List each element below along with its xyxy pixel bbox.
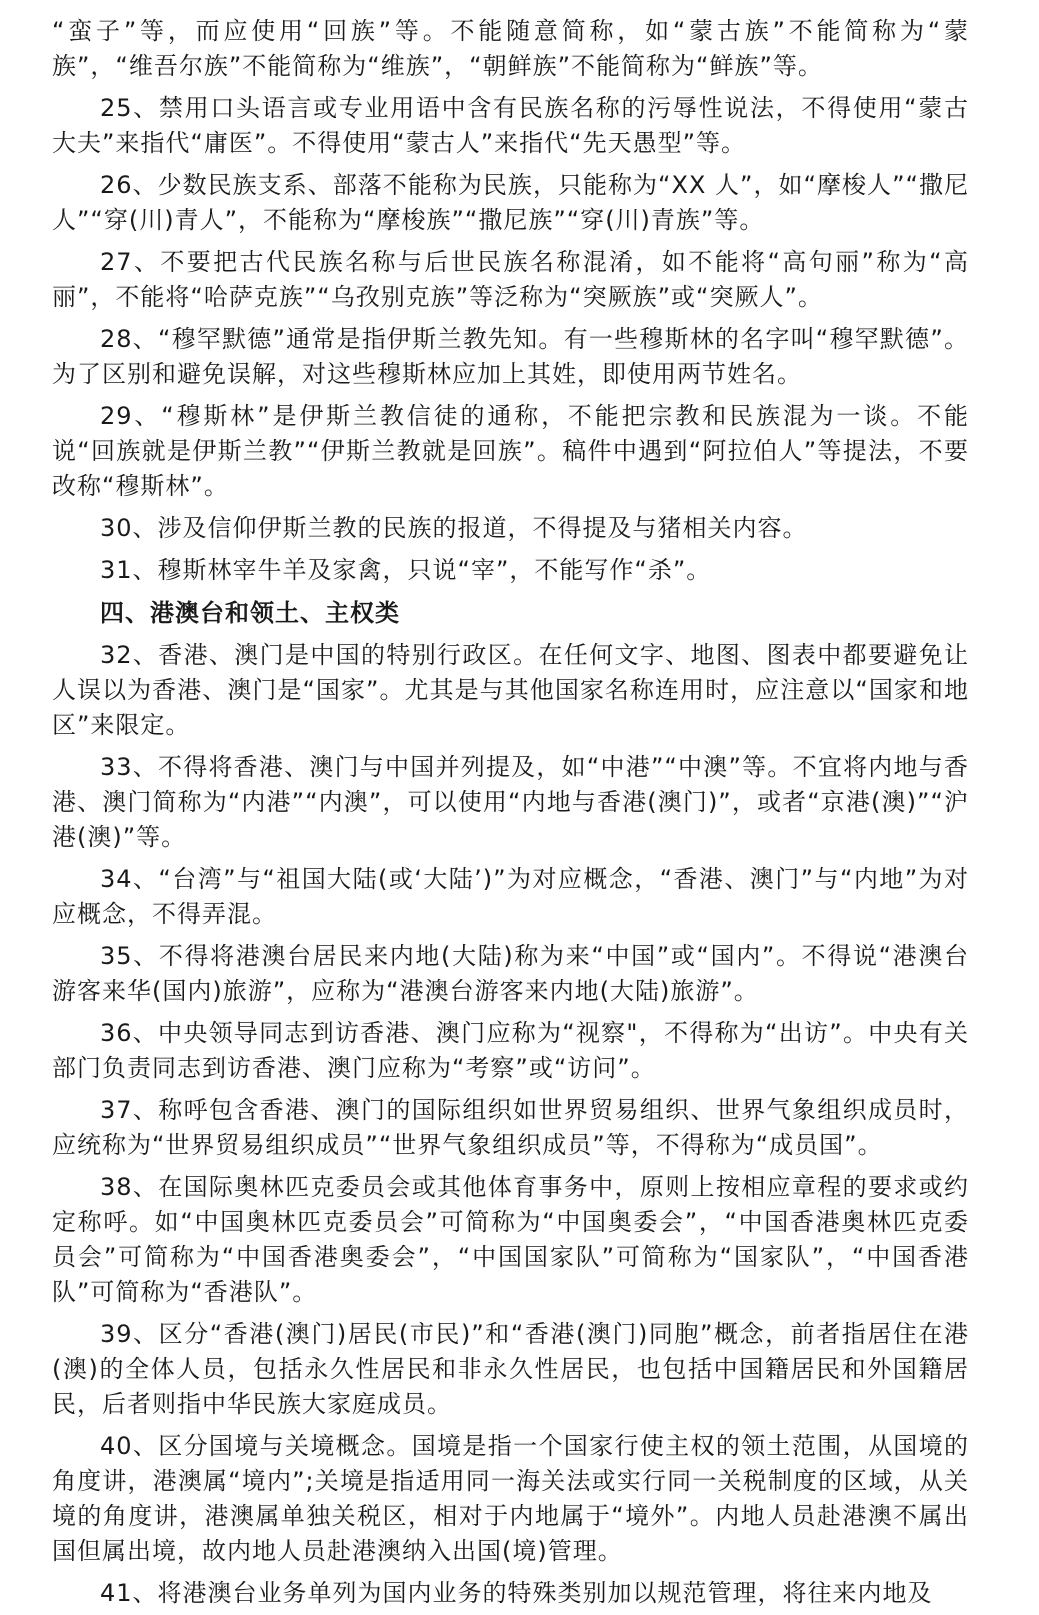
paragraph-32: 32、香港、澳门是中国的特别行政区。在任何文字、地图、图表中都要避免让人误以为香港、澳门是“国家”。尤其是与其他国家名称连用时，应注意以“国家和地区”来限定。 (52, 641, 969, 739)
paragraph-27: 27、不要把古代民族名称与后世民族名称混淆，如不能将“高句丽”称为“高丽”，不能将“哈萨克族”“乌孜别克族”等泛称为“突厥族”或“突厥人”。 (52, 248, 969, 311)
paragraph-31: 31、穆斯林宰牛羊及家禽，只说“宰”，不能写作“杀”。 (100, 556, 712, 584)
paragraph-30: 30、涉及信仰伊斯兰教的民族的报道，不得提及与猪相关内容。 (100, 514, 808, 542)
paragraph-41: 41、将港澳台业务单列为国内业务的特殊类别加以规范管理，将往来内地及 (100, 1579, 933, 1607)
paragraph-37: 37、称呼包含香港、澳门的国际组织如世界贸易组织、世界气象组织成员时，应统称为“世界贸易组织成员”“世界气象组织成员”等，不得称为“成员国”。 (52, 1096, 969, 1159)
paragraph-35: 35、不得将港澳台居民来内地(大陆)称为来“中国”或“国内”。不得说“港澳台游客来华(国内)旅游”，应称为“港澳台游客来内地(大陆)旅游”。 (52, 942, 969, 1005)
paragraph-25: 25、禁用口头语言或专业用语中含有民族名称的污辱性说法，不得使用“蒙古大夫”来指代“庸医”。不得使用“蒙古人”来指代“先天愚型”等。 (52, 94, 969, 157)
paragraph-34: 34、“台湾”与“祖国大陆(或‘大陆’)”为对应概念，“香港、澳门”与“内地”为对应概念，不得弄混。 (52, 865, 969, 928)
paragraph-40: 40、区分国境与关境概念。国境是指一个国家行使主权的领土范围，从国境的角度讲，港澳属“境内”;关境是指适用同一海关法或实行同一关税制度的区域，从关境的角度讲，港澳属单独关税区，相对于内地属于“境外”。内地人员赴港澳不属出国但属出境，故内地人员赴港澳纳入出国(境)管理。 (52, 1432, 969, 1565)
paragraph-38: 38、在国际奥林匹克委员会或其他体育事务中，原则上按相应章程的要求或约定称呼。如“中国奥林匹克委员会”可简称为“中国奥委会”，“中国香港奥林匹克委员会”可简称为“中国香港奥委会”，“中国国家队”可简称为“国家队”，“中国香港队”可简称为“香港队”。 (52, 1173, 969, 1306)
paragraph-26: 26、少数民族支系、部落不能称为民族，只能称为“XX 人”，如“摩梭人”“撒尼人”“穿(川)青人”，不能称为“摩梭族”“撒尼族”“穿(川)青族”等。 (52, 171, 969, 234)
section-heading: 四、港澳台和领土、主权类 (100, 599, 400, 627)
paragraph-33: 33、不得将香港、澳门与中国并列提及，如“中港”“中澳”等。不宜将内地与香港、澳门简称为“内港”“内澳”，可以使用“内地与香港(澳门)”，或者“京港(澳)”“沪港(澳)”等。 (52, 753, 969, 851)
paragraph-36: 36、中央领导同志到访香港、澳门应称为“视察"，不得称为“出访”。中央有关部门负责同志到访香港、澳门应称为“考察”或“访问”。 (52, 1019, 969, 1082)
paragraph-continuation: “蛮子”等，而应使用“回族”等。不能随意简称，如“蒙古族”不能简称为“蒙族”，“维吾尔族”不能简称为“维族”，“朝鲜族”不能简称为“鲜族”等。 (52, 17, 969, 80)
paragraph-29: 29、“穆斯林”是伊斯兰教信徒的通称，不能把宗教和民族混为一谈。不能说“回族就是伊斯兰教”“伊斯兰教就是回族”。稿件中遇到“阿拉伯人”等提法，不要改称“穆斯林”。 (52, 402, 969, 500)
paragraph-39: 39、区分“香港(澳门)居民(市民)”和“香港(澳门)同胞”概念，前者指居住在港(澳)的全体人员，包括永久性居民和非永久性居民，也包括中国籍居民和外国籍居民，后者则指中华民族大家庭成员。 (52, 1320, 969, 1418)
paragraph-28: 28、“穆罕默德”通常是指伊斯兰教先知。有一些穆斯林的名字叫“穆罕默德”。为了区别和避免误解，对这些穆斯林应加上其姓，即使用两节姓名。 (52, 325, 969, 388)
